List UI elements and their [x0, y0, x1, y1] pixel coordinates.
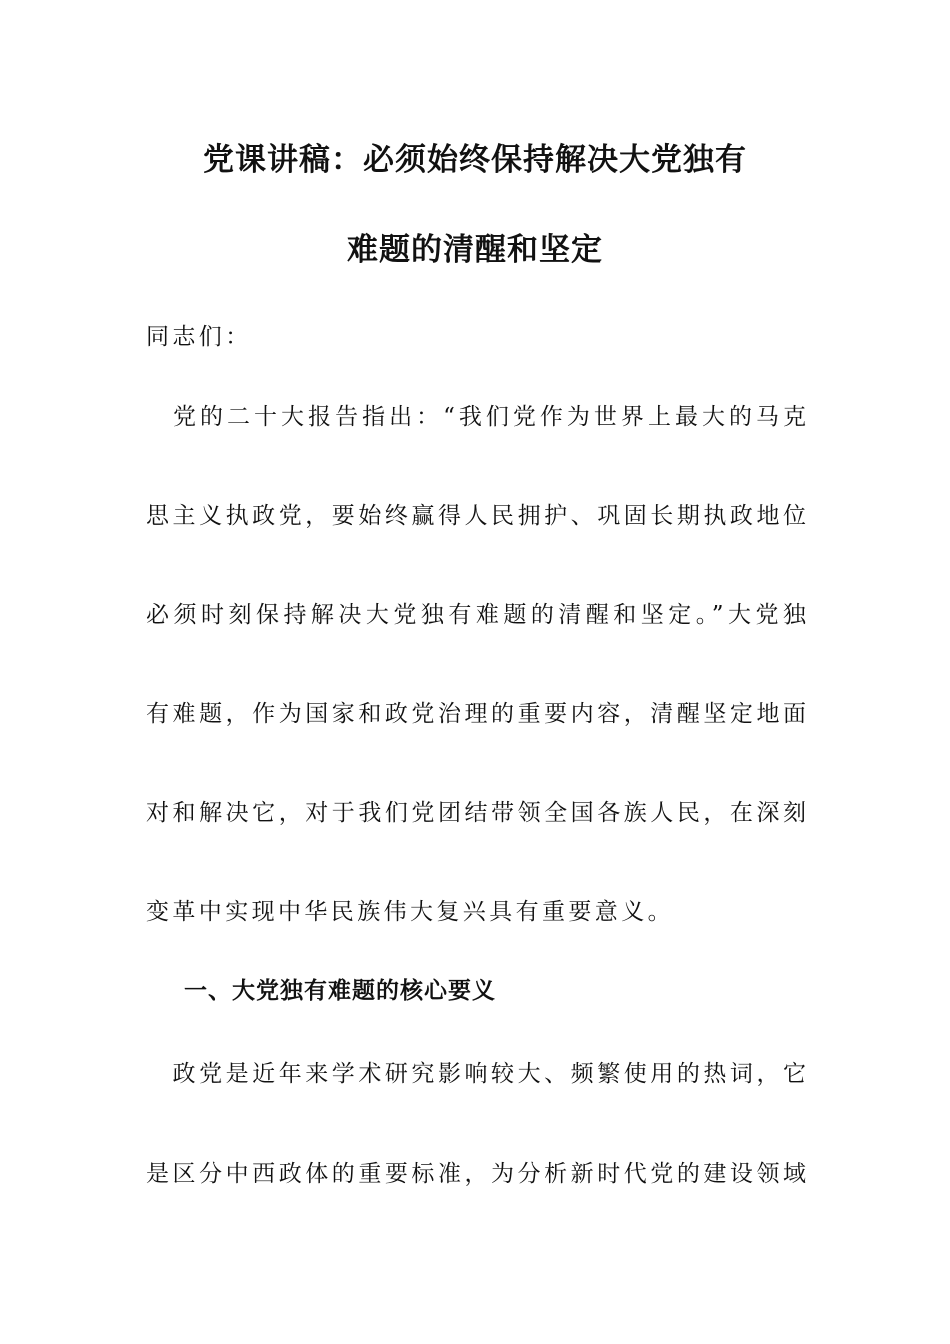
- paragraph-1-line: 必须时刻保持解决大党独有难题的清醒和坚定。”大党独: [146, 602, 806, 628]
- paragraph-1-line: 思主义执政党，要始终赢得人民拥护、巩固长期执政地位: [146, 503, 806, 529]
- paragraph-1-line: 对和解决它，对于我们党团结带领全国各族人民，在深刻: [146, 800, 806, 826]
- paragraph-2-line: 政党是近年来学术研究影响较大、频繁使用的热词，它: [146, 1061, 806, 1087]
- section-1-heading: 一、大党独有难题的核心要义: [184, 978, 496, 1004]
- salutation: 同志们：: [146, 324, 252, 350]
- paragraph-1-line: 有难题，作为国家和政党治理的重要内容，清醒坚定地面: [146, 701, 806, 727]
- paragraph-1-line: 党的二十大报告指出：“我们党作为世界上最大的马克: [146, 404, 806, 430]
- paragraph-2-line: 是区分中西政体的重要标准，为分析新时代党的建设领域: [146, 1161, 806, 1187]
- document-title-line-2: 难题的清醒和坚定: [347, 232, 603, 268]
- paragraph-1-line: 变革中实现中华民族伟大复兴具有重要意义。: [146, 899, 674, 925]
- document-title-line-1: 党课讲稿：必须始终保持解决大党独有: [203, 142, 747, 178]
